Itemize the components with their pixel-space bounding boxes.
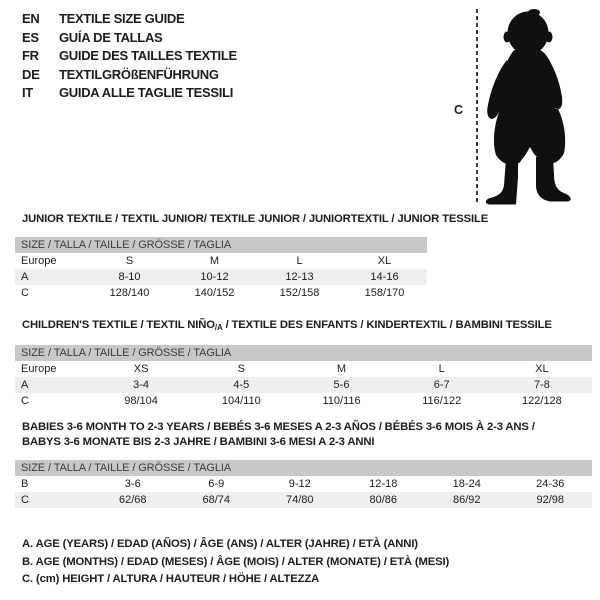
size-value: 6-7 — [433, 379, 450, 391]
language-code: ES — [22, 29, 39, 45]
section-title-text: /A — [214, 323, 223, 332]
size-value: 3-4 — [133, 379, 150, 391]
row-label: Europe — [21, 363, 57, 375]
language-row-en — [22, 10, 237, 29]
guide-title: GUIDE DES TAILLES TEXTILE — [59, 48, 237, 63]
size-value: 24-36 — [536, 478, 565, 490]
row-label: A — [21, 379, 29, 391]
size-value: 86/92 — [452, 494, 481, 506]
size-value: 92/98 — [536, 494, 565, 506]
size-value: 6-9 — [208, 478, 225, 490]
legend-note-b: B. AGE (MONTHS) / EDAD (MESES) / ÂGE (MOIS) / ALTER (MONATE) / ETÀ (MESI) — [22, 555, 450, 568]
size-value: 68/74 — [202, 494, 231, 506]
size-row-europe — [15, 361, 592, 377]
row-label: B — [21, 478, 29, 490]
size-header-bar: SIZE / TALLA / TAILLE / GRÖSSE / TAGLIA — [15, 237, 427, 253]
size-value: 5-6 — [333, 379, 350, 391]
language-code: FR — [22, 48, 39, 63]
size-header-bar: SIZE / TALLA / TAILLE / GRÖSSE / TAGLIA — [15, 460, 592, 476]
size-value: 12-13 — [285, 271, 314, 283]
size-value: XL — [377, 255, 392, 267]
size-value: 80/86 — [369, 494, 398, 506]
section-title-children — [22, 318, 592, 335]
size-value: L — [296, 255, 303, 267]
language-code: IT — [22, 85, 33, 100]
size-value: 18-24 — [452, 478, 481, 490]
section-title-babies — [22, 420, 592, 450]
size-value: XS — [133, 363, 149, 375]
row-label: A — [21, 271, 29, 283]
row-label: Europe — [21, 255, 57, 267]
guide-title: TEXTILE SIZE GUIDE — [59, 11, 185, 26]
height-measure-label: C — [454, 103, 464, 117]
size-value: 116/122 — [422, 395, 462, 407]
guide-title: GUIDA ALLE TAGLIE TESSILI — [59, 85, 234, 100]
size-value: 10-12 — [200, 271, 229, 283]
section-title-text: BABYS 3-6 MONATE BIS 2-3 JAHRE / BAMBINI 3-6 MESI A 2-3 ANNI — [22, 436, 375, 448]
section-title-text: JUNIOR TEXTILE / TEXTIL JUNIOR/ TEXTILE JUNIOR / JUNIORTEXTIL / JUNIOR TESSILE — [22, 213, 489, 225]
language-row-de — [22, 66, 237, 85]
size-value: 128/140 — [109, 287, 150, 299]
language-row-it — [22, 84, 237, 103]
size-row-c — [15, 285, 427, 301]
legend-notes — [22, 536, 449, 589]
size-value: 3-6 — [124, 478, 141, 490]
size-value: S — [125, 255, 134, 267]
size-value: M — [209, 255, 220, 267]
size-value: 14-16 — [370, 271, 399, 283]
size-value: 74/80 — [285, 494, 314, 506]
size-value: S — [237, 363, 245, 375]
row-label: C — [21, 494, 29, 506]
section-title-junior — [22, 212, 489, 227]
size-value: L — [438, 363, 445, 375]
guide-title: TEXTILGRÖßENFÜHRUNG — [59, 66, 219, 82]
size-value: 158/170 — [364, 287, 405, 299]
section-children — [15, 318, 592, 409]
size-value: 104/110 — [221, 395, 261, 407]
row-label: C — [21, 395, 29, 407]
size-value: 9-12 — [288, 478, 311, 490]
size-value: 140/152 — [194, 287, 235, 299]
size-value: 98/104 — [124, 395, 158, 407]
size-row-a — [15, 269, 427, 285]
language-title-list — [22, 10, 237, 103]
size-table-children — [15, 345, 592, 409]
guide-title: GUÍA DE TALLAS — [59, 29, 163, 45]
language-row-fr — [22, 47, 237, 66]
size-value: 4-5 — [233, 379, 250, 391]
size-table-babies — [15, 460, 592, 508]
size-row-europe — [15, 253, 427, 269]
section-title-text: / TEXTILE DES ENFANTS / KINDERTEXTIL / BAMBINI TESSILE — [222, 319, 552, 331]
legend-note-c: C. (cm) HEIGHT / ALTURA / HAUTEUR / HÖHE / ALTEZZA — [22, 573, 320, 585]
language-row-es — [22, 29, 237, 48]
size-value: M — [336, 363, 347, 375]
size-row-b — [15, 476, 592, 492]
size-row-a — [15, 377, 592, 393]
language-code: EN — [22, 11, 40, 26]
size-value: 110/116 — [322, 395, 361, 407]
section-title-text: BABIES 3-6 MONTH TO 2-3 YEARS / BEBÉS 3-6 MESES A 2-3 AÑOS / BÉBÉS 3-6 MOIS À 2-3 ANS / — [22, 421, 535, 433]
height-dashed-line — [476, 9, 478, 203]
baby-silhouette-icon — [484, 9, 574, 205]
section-title-text: CHILDREN'S TEXTILE / TEXTIL NIÑO — [22, 319, 215, 331]
size-value: XL — [535, 363, 549, 375]
size-row-c — [15, 492, 592, 508]
size-value: 7-8 — [533, 379, 550, 391]
row-label: C — [21, 287, 29, 299]
section-babies — [15, 420, 592, 508]
size-row-c — [15, 393, 592, 409]
size-value: 122/128 — [522, 395, 562, 407]
language-code: DE — [22, 66, 40, 82]
size-value: 62/68 — [118, 494, 147, 506]
size-value: 12-18 — [369, 478, 398, 490]
size-header-bar: SIZE / TALLA / TAILLE / GRÖSSE / TAGLIA — [15, 345, 592, 361]
size-value: 8-10 — [118, 271, 141, 283]
size-table-junior — [15, 237, 427, 301]
size-value: 152/158 — [279, 287, 320, 299]
legend-note-a: A. AGE (YEARS) / EDAD (AÑOS) / ÂGE (ANS) / ALTER (JAHRE) / ETÀ (ANNI) — [22, 538, 418, 550]
section-junior — [15, 212, 489, 301]
